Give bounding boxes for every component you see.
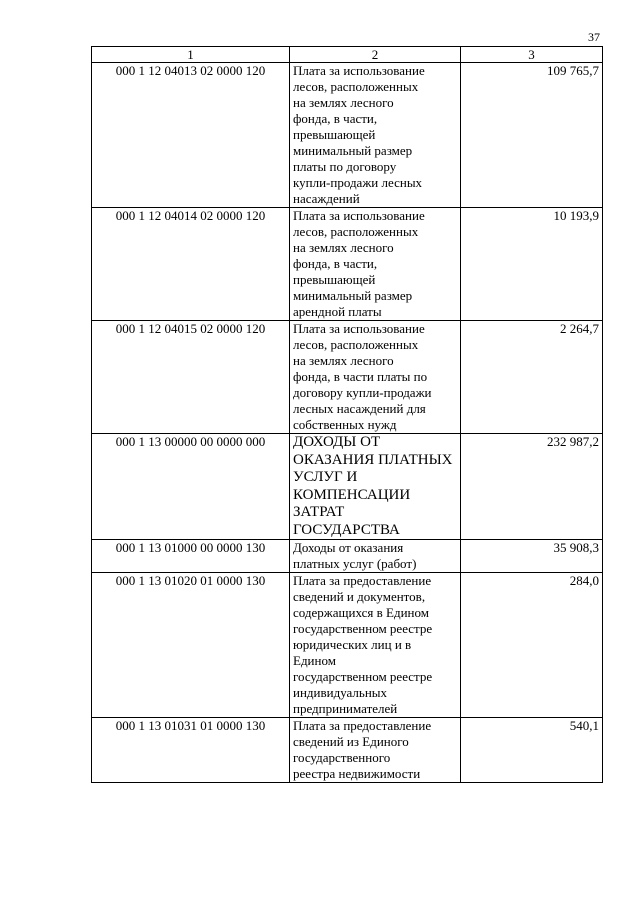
revenue-name [290,434,461,540]
revenue-name-line: фонда, в части, [293,111,378,126]
revenue-name-line: УСЛУГ И [293,469,358,485]
revenue-name-line: минимальный размер [293,143,413,158]
revenue-name-line: Плата за использование [293,63,425,78]
revenue-name-line: превышающей [293,127,376,142]
revenue-name-line: сведений из Единого [293,734,409,749]
revenue-amount: 2 264,7 [461,321,603,434]
table-row [92,208,603,321]
revenue-name-line: Доходы от оказания [293,540,404,555]
table-row [92,63,603,208]
revenue-name-line: Плата за предоставление [293,573,432,588]
revenue-name-line: ДОХОДЫ ОТ [293,434,381,450]
revenue-name-line: платы по договору [293,159,397,174]
revenue-name-line: предпринимателей [293,701,398,716]
revenue-amount: 540,1 [461,718,603,783]
table-row [92,321,603,434]
table-row [92,573,603,718]
revenue-name [290,208,461,321]
revenue-name-line: Едином [293,653,336,668]
revenue-name-line: государственном реестре [293,621,433,636]
revenue-name-line: государственном реестре [293,669,433,684]
revenue-code: 000 1 13 01000 00 0000 130 [92,540,290,573]
revenue-name-line: собственных нужд [293,417,397,432]
revenue-name-line: КОМПЕНСАЦИИ [293,486,411,503]
revenue-amount: 10 193,9 [461,208,603,321]
revenue-amount: 232 987,2 [461,434,603,540]
revenue-code: 000 1 13 01020 01 0000 130 [92,573,290,718]
revenue-name-line: лесов, расположенных [293,337,419,352]
revenue-name [290,718,461,783]
revenue-name-line: индивидуальных [293,685,388,700]
revenue-name-line: превышающей [293,272,376,287]
revenue-name-line: ГОСУДАРСТВА [293,521,400,538]
revenue-name [290,63,461,208]
revenue-name-line: содержащихся в Едином [293,605,429,620]
revenue-name-line: Плата за использование [293,208,425,223]
revenue-name-line: лесов, расположенных [293,79,419,94]
revenue-amount: 109 765,7 [461,63,603,208]
revenue-name-line: государственного [293,750,391,765]
revenue-amount: 35 908,3 [461,540,603,573]
revenue-name-line: фонда, в части, [293,256,378,271]
revenue-name-line: ОКАЗАНИЯ ПЛАТНЫХ [293,451,453,468]
revenue-name-line: на землях лесного [293,240,394,255]
revenue-name [290,321,461,434]
table-row [92,540,603,573]
table-row [92,718,603,783]
revenue-code: 000 1 13 01031 01 0000 130 [92,718,290,783]
revenue-name-line: лесов, расположенных [293,224,419,239]
revenue-name-line: лесных насаждений для [293,401,426,416]
revenue-name [290,540,461,573]
revenue-name-line: насаждений [293,191,360,206]
revenue-name-line: платных услуг (работ) [293,556,417,571]
revenue-code: 000 1 12 04015 02 0000 120 [92,321,290,434]
table-row [92,434,603,540]
revenue-name-line: ЗАТРАТ [293,504,345,520]
revenue-name-line: арендной платы [293,304,382,319]
revenue-name-line: на землях лесного [293,353,394,368]
revenue-name-line: Плата за использование [293,321,425,336]
revenue-code: 000 1 12 04014 02 0000 120 [92,208,290,321]
column-header-name: 2 [290,47,461,63]
budget-revenue-table [91,46,603,783]
table-header-row [92,47,603,63]
column-header-code: 1 [92,47,290,63]
revenue-name-line: на землях лесного [293,95,394,110]
table-body [92,63,603,783]
revenue-name-line: договору купли-продажи [293,385,432,400]
revenue-amount: 284,0 [461,573,603,718]
revenue-code: 000 1 12 04013 02 0000 120 [92,63,290,208]
revenue-name-line: реестра недвижимости [293,766,421,781]
column-header-amount: 3 [461,47,603,63]
revenue-name-line: купли-продажи лесных [293,175,423,190]
revenue-name-line: Плата за предоставление [293,718,432,733]
revenue-name-line: фонда, в части платы по [293,369,428,384]
revenue-name-line: минимальный размер [293,288,413,303]
revenue-name-line: сведений и документов, [293,589,426,604]
page-number: 37 [588,30,600,44]
revenue-name [290,573,461,718]
revenue-name-line: юридических лиц и в [293,637,412,652]
revenue-code: 000 1 13 00000 00 0000 000 [92,434,290,540]
